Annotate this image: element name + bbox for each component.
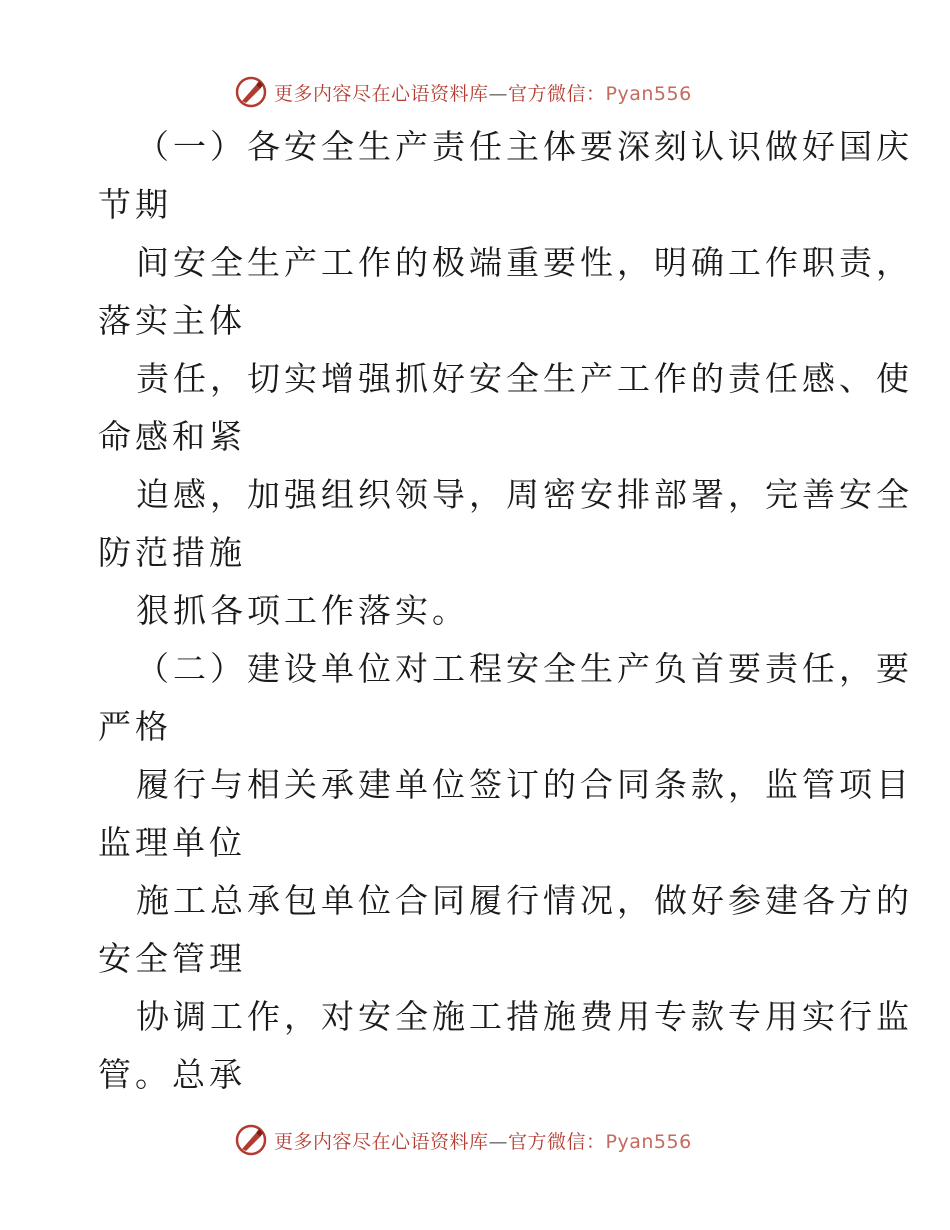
header-watermark: [234, 72, 714, 112]
text-line: （一）各安全生产责任主体要深刻认识做好国庆: [136, 127, 913, 166]
text-line: 防范措施: [98, 533, 246, 572]
watermark-text: 更多内容尽在心语资料库—官方微信：Pyan556: [274, 82, 692, 105]
text-line: 狠抓各项工作落实。: [136, 591, 469, 630]
text-line: 间安全生产工作的极端重要性，明确工作职责，: [136, 243, 913, 282]
text-line: 安全管理: [98, 939, 246, 978]
text-line: 履行与相关承建单位签订的合同条款，监管项目: [136, 765, 913, 804]
text-line: 落实主体: [98, 301, 246, 340]
text-line: 节期: [98, 185, 172, 224]
text-line: 命感和紧: [98, 417, 246, 456]
text-line: （二）建设单位对工程安全生产负首要责任，要: [136, 649, 913, 688]
footer-watermark: [234, 1120, 714, 1160]
text-line: 责任，切实增强抓好安全生产工作的责任感、使: [136, 359, 913, 398]
text-line: 管。总承: [98, 1055, 246, 1094]
watermark-text: 更多内容尽在心语资料库—官方微信：Pyan556: [274, 1130, 692, 1153]
text-line: 协调工作，对安全施工措施费用专款专用实行监: [136, 997, 913, 1036]
pen-logo-icon: [234, 1123, 268, 1157]
text-line: 严格: [98, 707, 172, 746]
pen-logo-icon: [234, 75, 268, 109]
text-line: 监理单位: [98, 823, 246, 862]
document-body: [98, 118, 913, 1104]
text-line: 施工总承包单位合同履行情况，做好参建各方的: [136, 881, 913, 920]
text-line: 迫感，加强组织领导，周密安排部署，完善安全: [136, 475, 913, 514]
